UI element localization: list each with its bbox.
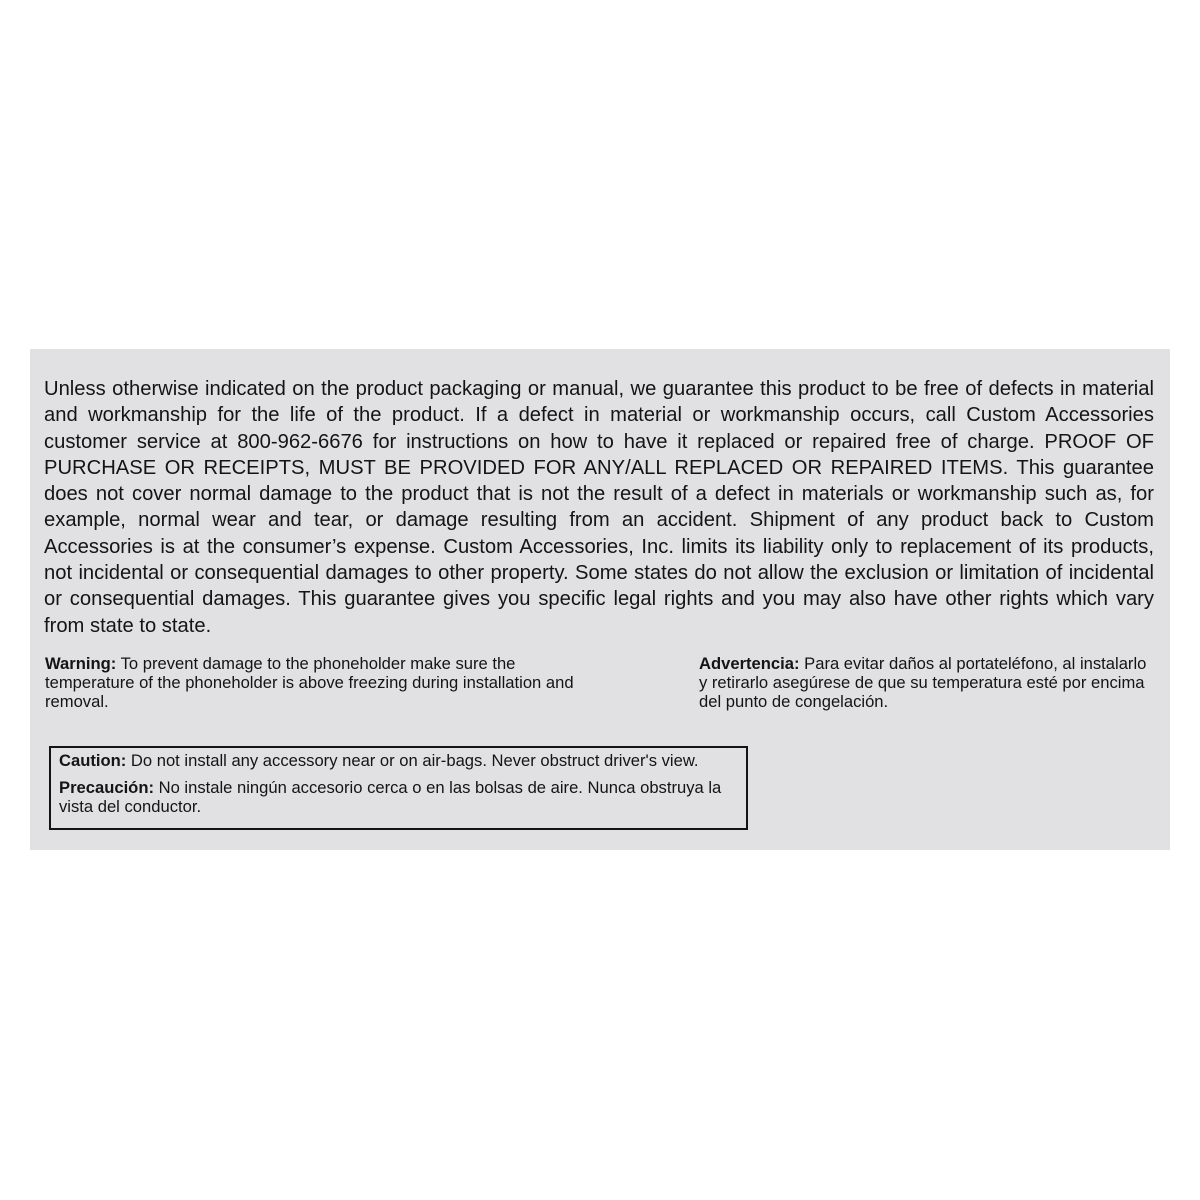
warning-label: Warning: bbox=[45, 654, 117, 673]
precaucion-label: Precaución: bbox=[59, 778, 154, 798]
advertencia-label: Advertencia: bbox=[699, 654, 800, 673]
caution-box bbox=[49, 746, 748, 830]
warning-text: To prevent damage to the phoneholder make sure the temperature of the phoneholder is above freezing during installation and removal. bbox=[45, 654, 574, 712]
label-panel bbox=[30, 349, 1170, 850]
precaucion-text: No instale ningún accesorio cerca o en las bolsas de aire. Nunca obstruya la vista del conductor. bbox=[59, 778, 722, 816]
advertencia-text: Para evitar daños al portateléfono, al instalarlo y retirarlo asegúrese de que su temperatura esté por encima del punto de congelación. bbox=[699, 654, 1147, 712]
warning-spanish bbox=[699, 654, 1159, 712]
caution-english bbox=[59, 752, 738, 770]
guarantee-paragraph: Unless otherwise indicated on the product packaging or manual, we guarantee this product to be free of defects in material and workmanship for the life of the product. If a defect in material or workmanship occurs, call Custom Accessories customer service at 800-962-6676 for instructions on how to have it replaced or repaired free of charge. PROOF OF PURCHASE OR RECEIPTS, MUST BE PROVIDED FOR ANY/ALL REPLACED OR REPAIRED ITEMS. This guarantee does not cover normal damage to the product that is not the result of a defect in materials or workmanship such as, for example, normal wear and tear, or damage resulting from an accident. Shipment of any product back to Custom Accessories is at the consumer’s expense. Custom Accessories, Inc. limits its liability only to replacement of its products, not incidental or consequential damages to other property. Some states do not allow the exclusion or limitation of incidental or consequential damages. This guarantee gives you specific legal rights and you may also have other rights which vary from state to state. bbox=[44, 378, 1154, 637]
warning-english bbox=[45, 654, 575, 712]
caution-label: Caution: bbox=[59, 751, 127, 770]
caution-text: Do not install any accessory near or on air-bags. Never obstruct driver's view. bbox=[126, 751, 699, 770]
caution-spanish bbox=[59, 779, 738, 816]
